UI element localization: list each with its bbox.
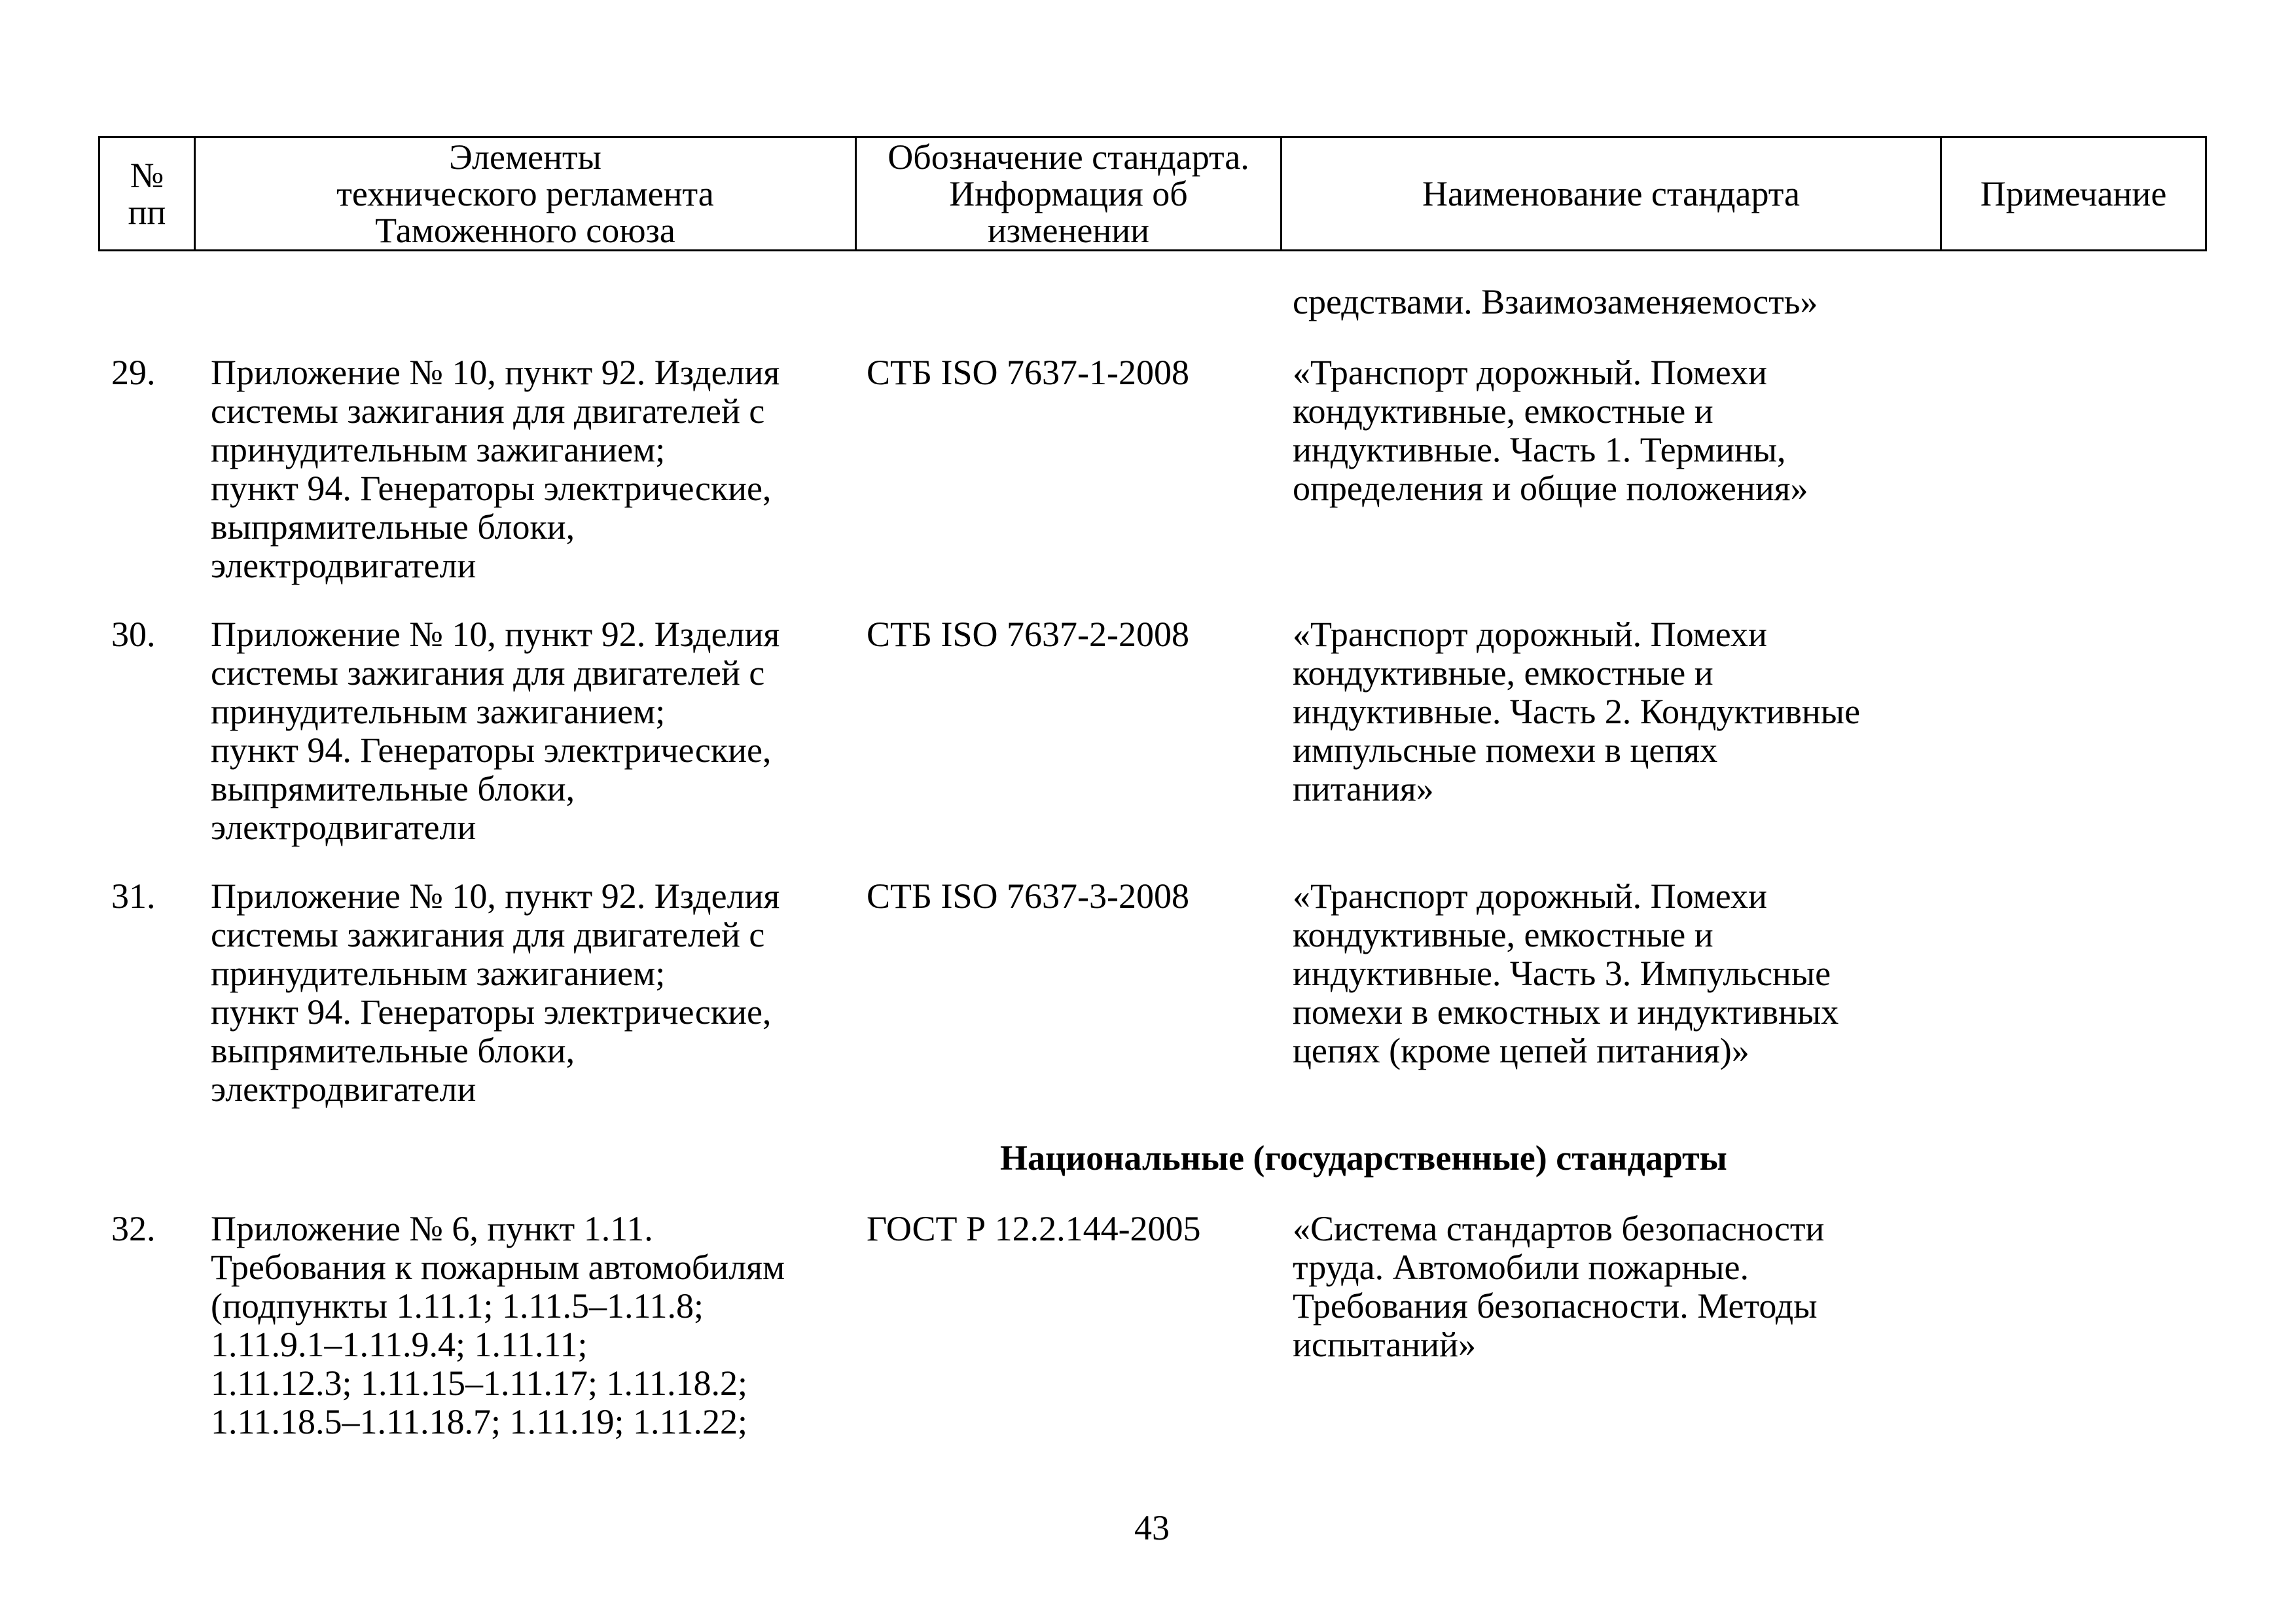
header-standard-name [1282,138,1942,249]
header-standard-name-label: Наименование стандарта [1422,174,1800,213]
row-element: Приложение № 6, пункт 1.11. Требования к пожарным автомобилям (подпункты 1.11.1; 1.11.5–1.11.8; 1.11.9.1–1.11.9.4; 1.11.11; 1.11.12.3; 1.11.15–1.11.17; 1.11.18.2; 1.11.18.5–1.11.18.7; 1.11.19; 1.11.22; [211,1209,785,1441]
row-number: 31. [111,876,156,916]
table-header [98,136,2207,251]
page-number: 43 [1134,1508,1170,1547]
header-number-label: № пп [128,156,166,232]
row-code: ГОСТ Р 12.2.144-2005 [867,1209,1201,1248]
row-standard-name: «Система стандартов безопасности труда. Автомобили пожарные. Требования безопасности. Методы испытаний» [1293,1209,1825,1364]
header-elements [196,138,857,249]
row-code: СТБ ISO 7637-1-2008 [867,353,1189,392]
row-element: Приложение № 10, пункт 92. Изделия системы зажигания для двигателей с принудительным зажиганием; пункт 94. Генераторы электрические, выпрямительные блоки, электродвигатели [211,876,780,1109]
row-number: 32. [111,1209,156,1248]
continuation-text: средствами. Взаимозаменяемость» [1293,282,1818,321]
header-designation-label: Обозначение стандарта. Информация об изменении [888,137,1249,250]
header-note [1942,138,2205,249]
row-standard-name: «Транспорт дорожный. Помехи кондуктивные, емкостные и индуктивные. Часть 1. Термины, определения и общие положения» [1293,353,1808,508]
row-element: Приложение № 10, пункт 92. Изделия системы зажигания для двигателей с принудительным зажиганием; пункт 94. Генераторы электрические, выпрямительные блоки, электродвигатели [211,615,780,847]
section-title: Национальные (государственные) стандарты [1000,1138,1727,1178]
row-number: 30. [111,615,156,654]
row-standard-name: «Транспорт дорожный. Помехи кондуктивные, емкостные и индуктивные. Часть 2. Кондуктивные импульсные помехи в цепях питания» [1293,615,1861,808]
header-designation [857,138,1282,249]
header-elements-label: Элементы технического регламента Таможенного союза [336,137,714,250]
row-standard-name: «Транспорт дорожный. Помехи кондуктивные, емкостные и индуктивные. Часть 3. Импульсные помехи в емкостных и индуктивных цепях (кроме цепей питания)» [1293,876,1839,1070]
row-code: СТБ ISO 7637-3-2008 [867,876,1189,916]
row-code: СТБ ISO 7637-2-2008 [867,615,1189,654]
row-element: Приложение № 10, пункт 92. Изделия системы зажигания для двигателей с принудительным зажиганием; пункт 94. Генераторы электрические, выпрямительные блоки, электродвигатели [211,353,780,585]
header-number [100,138,196,249]
header-note-label: Примечание [1980,174,2167,213]
row-number: 29. [111,353,156,392]
